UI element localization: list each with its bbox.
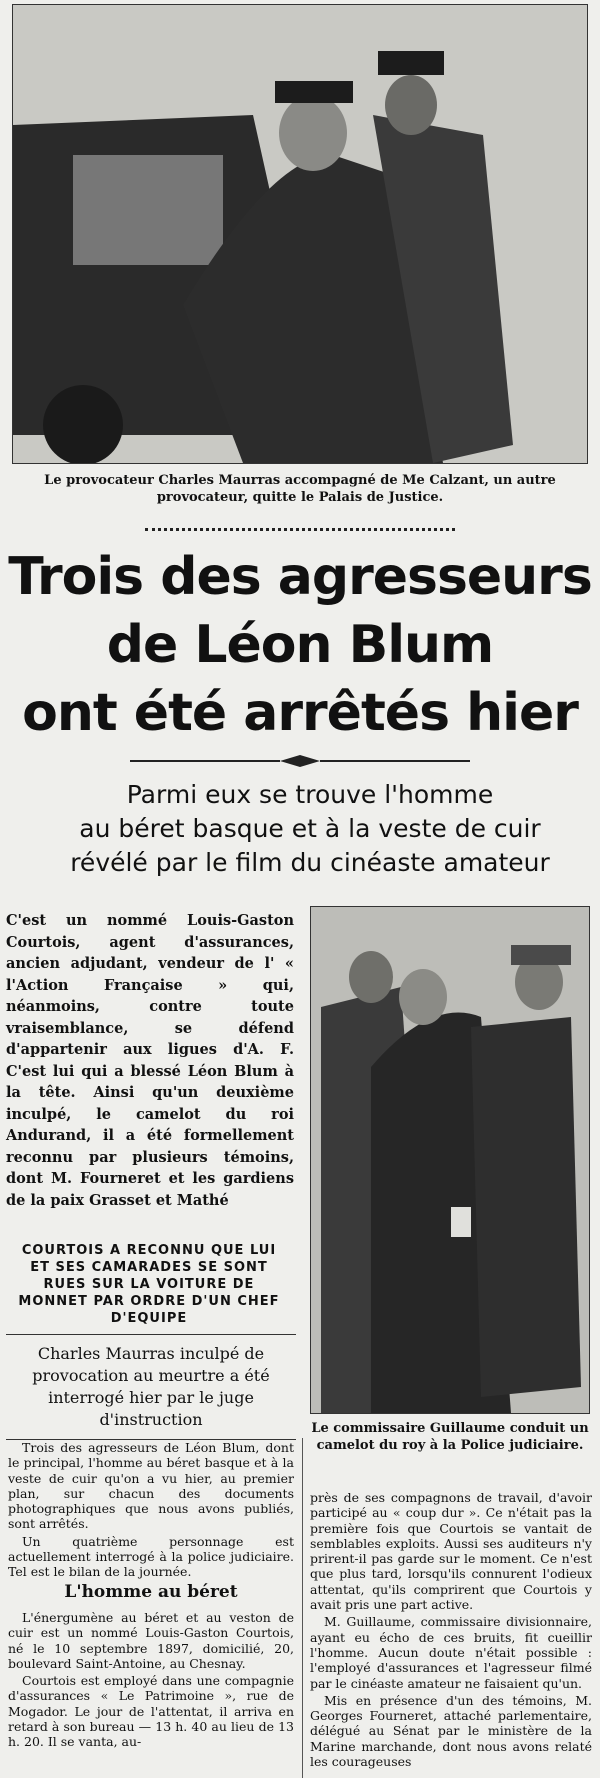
body-paragraph: Un quatrième personnage est actuellement interrogé à la police judiciaire. Tel est le bilan de la journée. (8, 1533, 294, 1580)
headline-line-1: Trois des agresseurs (8, 547, 592, 607)
body-paragraph: Trois des agresseurs de Léon Blum, dont le principal, l'homme au béret basque et à la veste de cuir qu'on a vu hier, au premier plan, sur chacun des documents photographiques que nous avons publiés, sont arrêtés. (8, 1440, 294, 1532)
body-paragraph: L'énergumène au béret et au veston de cuir est un nommé Louis-Gaston Courtois, né le 10 septembre 1897, domicilié, 20, boulevard Saint-Antoine, au Chesnay. (8, 1610, 294, 1671)
boxed-summary: COURTOIS A RECONNU QUE LUI ET SES CAMARADES SE SONT RUES SUR LA VOITURE DE MONNET PAR ORDRE D'UN CHEF D'EQUIPE (18, 1243, 280, 1326)
headline-line-3: ont été arrêtés hier (22, 683, 578, 743)
body-paragraph: Courtois est employé dans une compagnie d'assurances « Le Patrimoine », rue de Mogador. Le jour de l'attentat, il arriva en retard à son bureau — 13 h. 40 au lieu de 13 h. 20. Il se vanta, au- (8, 1673, 294, 1750)
photo-top (12, 4, 588, 464)
body-paragraph: Mis en présence d'un des témoins, M. Georges Fourneret, attaché parlementaire, délégué au Sénat par le ministère de la Marine marchande, dont nous avons relaté les courageuses (310, 1692, 592, 1770)
body-column-left-2 (8, 1610, 294, 1752)
ornament-rule (130, 754, 470, 768)
photo-right (310, 906, 590, 1414)
body-column-right (310, 1490, 592, 1771)
headline-line-2: de Léon Blum (106, 615, 494, 675)
photo-right-caption: Le commissaire Guillaume conduit un camelot du roy à la Police judiciaire. (311, 1421, 589, 1453)
photo-top-caption: Le provocateur Charles Maurras accompagné de Me Calzant, un autre provocateur, quitte le Palais de Justice. (44, 473, 556, 505)
dotted-rule (145, 528, 455, 531)
subhead-line-2: au béret basque et à la veste de cuir (79, 814, 541, 843)
maurras-note: Charles Maurras inculpé de provocation au meurtre a été interrogé hier par le juge d'instruction (6, 1334, 296, 1440)
subhead-line-3: révélé par le film du cinéaste amateur (70, 848, 550, 877)
column-rule (302, 1438, 303, 1778)
body-paragraph: près de ses compagnons de travail, d'avoir participé au « coup dur ». Ce n'était pas la première fois que Courtois se vantait de semblables exploits. Aussi ses auditeurs n'y prirent-il pas garde sur le moment. Ce n'est que plus tard, lorsqu'ils connurent l'odieux attentat, qu'ils comprirent que Courtois y avait pris une part active. (310, 1490, 592, 1613)
subhead-line-1: Parmi eux se trouve l'homme (126, 780, 494, 809)
photo-maurras-icon (13, 5, 587, 463)
intertitle: L'homme au béret (64, 1582, 238, 1602)
body-paragraph: M. Guillaume, commissaire divisionnaire, ayant eu écho de ces bruits, fit cueillir l'homme. Aucun doute n'était possible : l'employé d'assurances et l'agresseur filmé par le cinéaste amateur ne faisaient qu'un. (310, 1614, 592, 1691)
lead-paragraph: C'est un nommé Louis-Gaston Courtois, agent d'assurances, ancien adjudant, vendeur de l' « l'Action Française » qui, néanmoins, contre toute vraisemblance, se défend d'appartenir aux ligues d'A. F. C'est lui qui a blessé Léon Blum à la tête. Ainsi qu'un deuxième inculpé, le camelot du roi Andurand, il a été formellement reconnu par plusieurs témoins, dont M. Fourneret et les gardiens de la paix Grasset et Mathé (6, 912, 294, 1209)
photo-guillaume-icon (311, 907, 589, 1413)
body-column-left (8, 1440, 294, 1582)
